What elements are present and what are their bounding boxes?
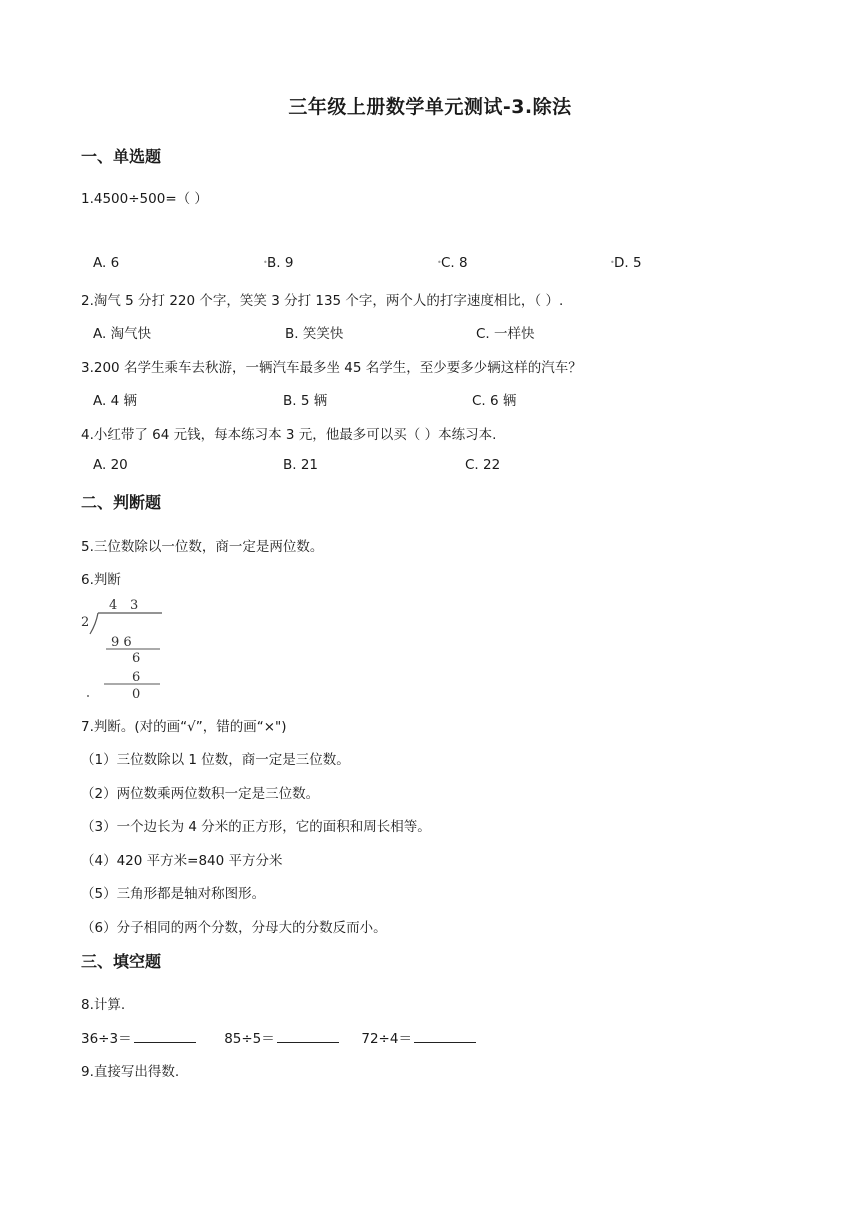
page-title: 三年级上册数学单元测试-3.除法 — [288, 96, 572, 118]
answer-blank[interactable] — [134, 1030, 196, 1043]
q1-dot-marker: • — [263, 258, 268, 267]
question-6: 6.判断 — [81, 572, 121, 588]
section-heading-single-choice: 一、单选题 — [81, 147, 162, 166]
q8-expression-1: 36÷3＝ — [81, 1031, 132, 1047]
quotient-digit: 4 — [109, 598, 118, 613]
q3-option-a: A. 4 辆 — [93, 393, 137, 409]
q1-option-d: D. 5 — [614, 255, 642, 271]
q3-option-b: B. 5 辆 — [283, 393, 328, 409]
q7-item-6: （6）分子相同的两个分数，分母大的分数反而小。 — [81, 920, 387, 936]
q8-expression-2: 85÷5＝ — [224, 1031, 275, 1047]
q1-option-c: C. 8 — [441, 255, 468, 271]
question-9: 9.直接写出得数. — [81, 1064, 180, 1080]
q1-dot-marker: • — [610, 258, 615, 267]
q7-item-3: （3）一个边长为 4 分米的正方形，它的面积和周长相等。 — [81, 819, 431, 835]
question-5: 5.三位数除以一位数，商一定是两位数。 — [81, 539, 324, 555]
divisor: 2 — [81, 615, 90, 630]
question-2: 2.淘气 5 分打 220 个字，笑笑 3 分打 135 个字，两个人的打字速度相比，（ ）. — [81, 293, 564, 309]
division-step-row: 0 — [132, 687, 141, 700]
section-heading-fill-in: 三、填空题 — [81, 952, 162, 971]
long-division-figure — [80, 596, 164, 700]
question-7: 7.判断。(对的画“√”，错的画“×") — [81, 719, 287, 735]
q2-option-c: C. 一样快 — [476, 326, 535, 342]
q7-item-5: （5）三角形都是轴对称图形。 — [81, 886, 266, 902]
quotient-digit: 3 — [130, 598, 139, 613]
q1-option-b: B. 9 — [267, 255, 294, 271]
q2-option-a: A. 淘气快 — [93, 326, 152, 342]
q7-item-2: （2）两位数乘两位数积一定是三位数。 — [81, 786, 320, 802]
division-step-row: 6 — [132, 651, 141, 666]
q8-expressions — [81, 1027, 476, 1047]
question-1: 1.4500÷500=（ ） — [81, 191, 208, 207]
q4-option-a: A. 20 — [93, 457, 128, 473]
q2-option-b: B. 笑笑快 — [285, 326, 344, 342]
question-8: 8.计算. — [81, 997, 126, 1013]
q1-dot-marker: • — [437, 258, 442, 267]
q7-item-1: （1）三位数除以 1 位数，商一定是三位数。 — [81, 752, 350, 768]
answer-blank[interactable] — [277, 1030, 339, 1043]
section-heading-true-false: 二、判断题 — [81, 493, 162, 512]
question-3: 3.200 名学生乘车去秋游，一辆汽车最多坐 45 名学生，至少要多少辆这样的汽车？ — [81, 360, 582, 376]
question-4: 4.小红带了 64 元钱，每本练习本 3 元，他最多可以买（ ）本练习本. — [81, 427, 497, 443]
q1-option-a: A. 6 — [93, 255, 120, 271]
q7-item-4: （4）420 平方米=840 平方分米 — [81, 853, 283, 869]
q8-expression-3: 72÷4＝ — [361, 1031, 412, 1047]
division-step-row: 6 — [132, 670, 141, 685]
q3-option-c: C. 6 辆 — [472, 393, 517, 409]
scan-dot — [87, 695, 89, 697]
answer-blank[interactable] — [414, 1030, 476, 1043]
division-step-row: 9 6 — [111, 635, 132, 650]
q4-option-c: C. 22 — [465, 457, 501, 473]
division-bracket — [90, 613, 98, 634]
q4-option-b: B. 21 — [283, 457, 319, 473]
